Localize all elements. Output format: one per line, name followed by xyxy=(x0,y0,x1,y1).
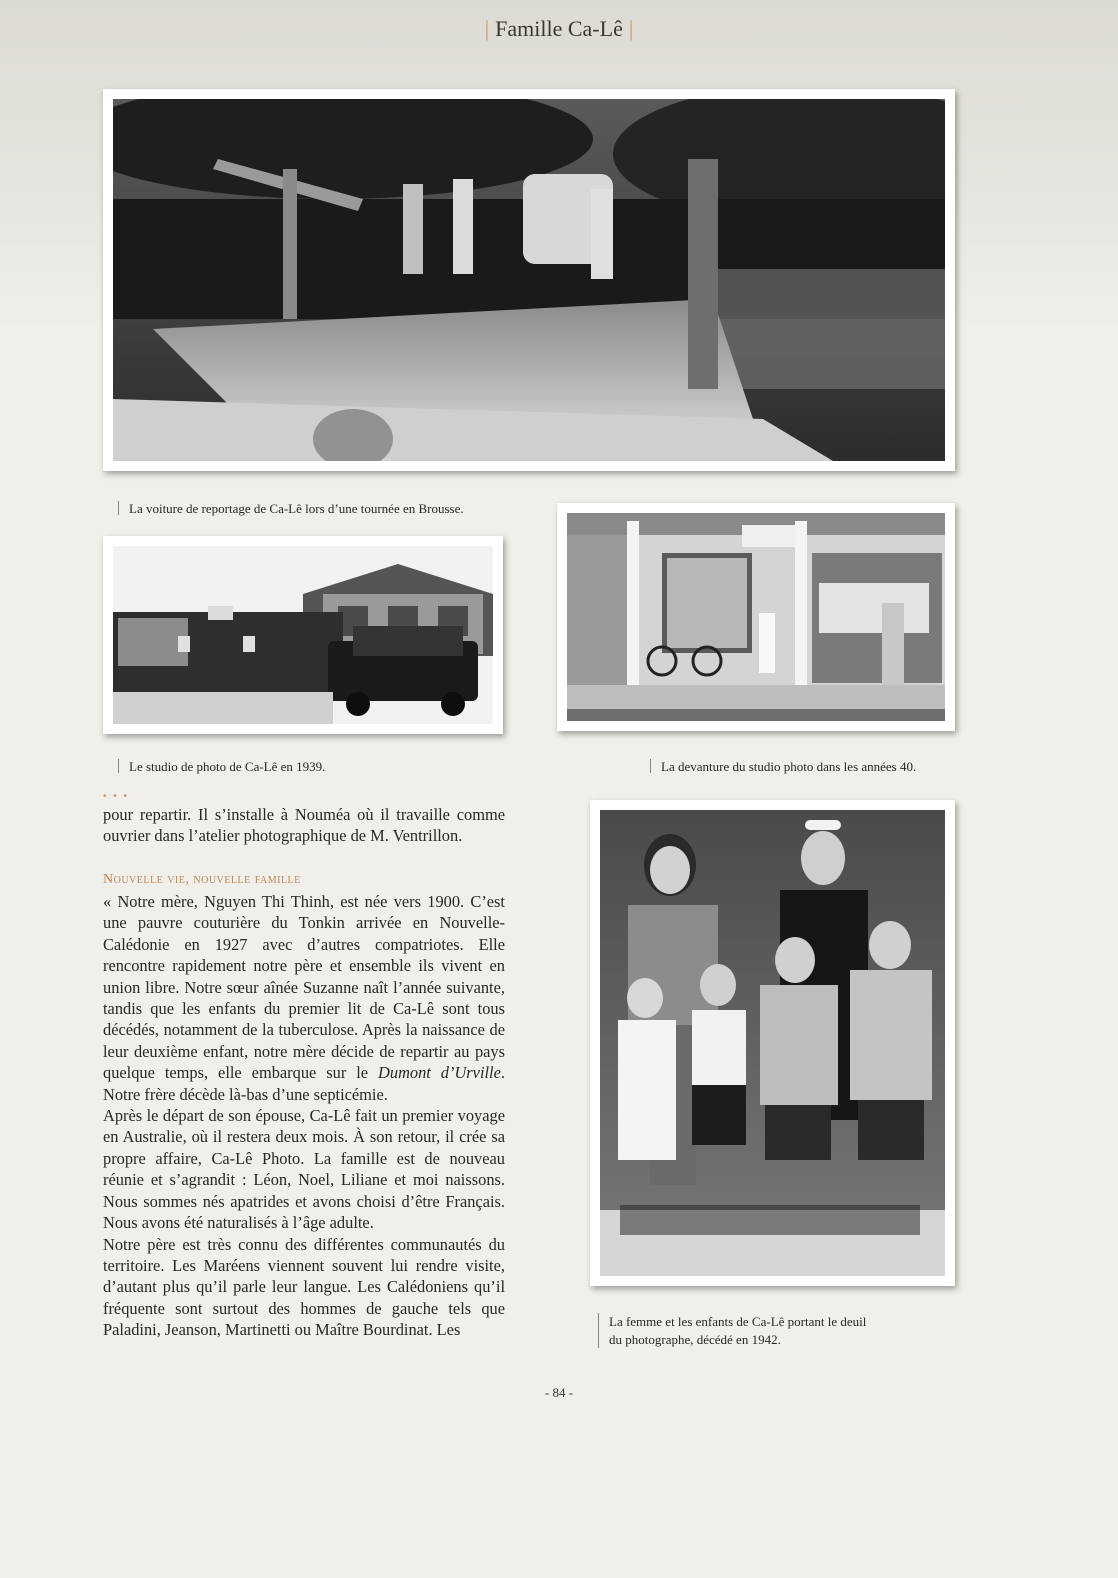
studio-photo-image xyxy=(113,546,493,724)
paragraph-1-part-b: . Notre frère décède là-bas d’une septicémie. xyxy=(103,1063,505,1104)
ship-name: Dumont d’Urville xyxy=(378,1063,501,1083)
studio-caption xyxy=(118,758,325,776)
storefront-caption xyxy=(650,758,916,776)
article-body xyxy=(103,891,505,1341)
storefront-photo xyxy=(557,503,955,731)
paragraph-2: Après le départ de son épouse, Ca-Lê fait un premier voyage en Australie, où il restera deux mois. À son retour, il crée sa propre affaire, Ca-Lê Photo. La famille est de nouveau réunie et s’agrandit : Léon, Noel, Liliane et moi naissons. Nous sommes nés apatrides et avons choisi d’être Français. Nous avons été naturalisés à l’âge adulte. xyxy=(103,1106,505,1233)
paragraph-1 xyxy=(103,891,505,1105)
caption-bar xyxy=(118,501,119,515)
family-photo xyxy=(590,800,955,1286)
studio-caption-text: Le studio de photo de Ca-Lê en 1939. xyxy=(129,759,326,774)
intro-paragraph: pour repartir. Il s’installe à Nouméa où il travaille comme ouvrier dans l’atelier photographique de M. Ventrillon. xyxy=(103,805,505,846)
caption-bar xyxy=(118,759,119,773)
caption-bar xyxy=(650,759,651,773)
paragraph-3: Notre père est très connu des différentes communautés du territoire. Les Maréens viennent souvent lui rendre visite, d’autant plus qu’il parle leur langue. Les Calédoniens qu’il fréquente sont surtout des hommes de gauche tels que Paladini, Jeanson, Martinetti ou Maître Bourdinat. Les xyxy=(103,1234,505,1340)
storefront-caption-text: La devanture du studio photo dans les années 40. xyxy=(661,759,917,774)
family-caption xyxy=(598,1313,866,1348)
header-bar-left: | xyxy=(484,16,490,41)
studio-photo xyxy=(103,536,503,734)
ferry-caption xyxy=(118,500,464,518)
family-photo-image xyxy=(600,810,945,1276)
header-bar-right: | xyxy=(628,16,634,41)
page-number: - 84 - xyxy=(544,1385,574,1400)
continuation-marker: • • • xyxy=(103,791,130,802)
article-intro xyxy=(103,804,505,847)
running-header-title: Famille Ca-Lê xyxy=(495,16,623,41)
running-header xyxy=(0,16,1118,42)
ferry-photo xyxy=(103,89,955,471)
ferry-caption-text: La voiture de reportage de Ca-Lê lors d’une tournée en Brousse. xyxy=(129,501,464,516)
ferry-photo-image xyxy=(113,99,945,461)
storefront-photo-image xyxy=(567,513,945,721)
family-caption-line2: du photographe, décédé en 1942. xyxy=(609,1331,781,1347)
paragraph-1-part-a: « Notre mère, Nguyen Thi Thinh, est née vers 1900. C’est une pauvre couturière du Tonkin arrivée en Nouvelle-Calédonie en 1927 avec d’autres compatriotes. Elle rencontre rapidement notre père et ensemble ils vivent en union libre. Notre sœur aînée Suzanne naît l’année suivante, tandis que les enfants du premier lit de Ca-Lê sont tous décédés, notamment de la tuberculose. Après la naissance de leur deuxième enfant, notre mère décide de repartir au pays quelque temps, elle embarque sur le xyxy=(103,892,505,1083)
section-title: Nouvelle vie, nouvelle famille xyxy=(103,872,301,887)
family-caption-line1: La femme et les enfants de Ca-Lê portant le deuil xyxy=(609,1314,867,1329)
